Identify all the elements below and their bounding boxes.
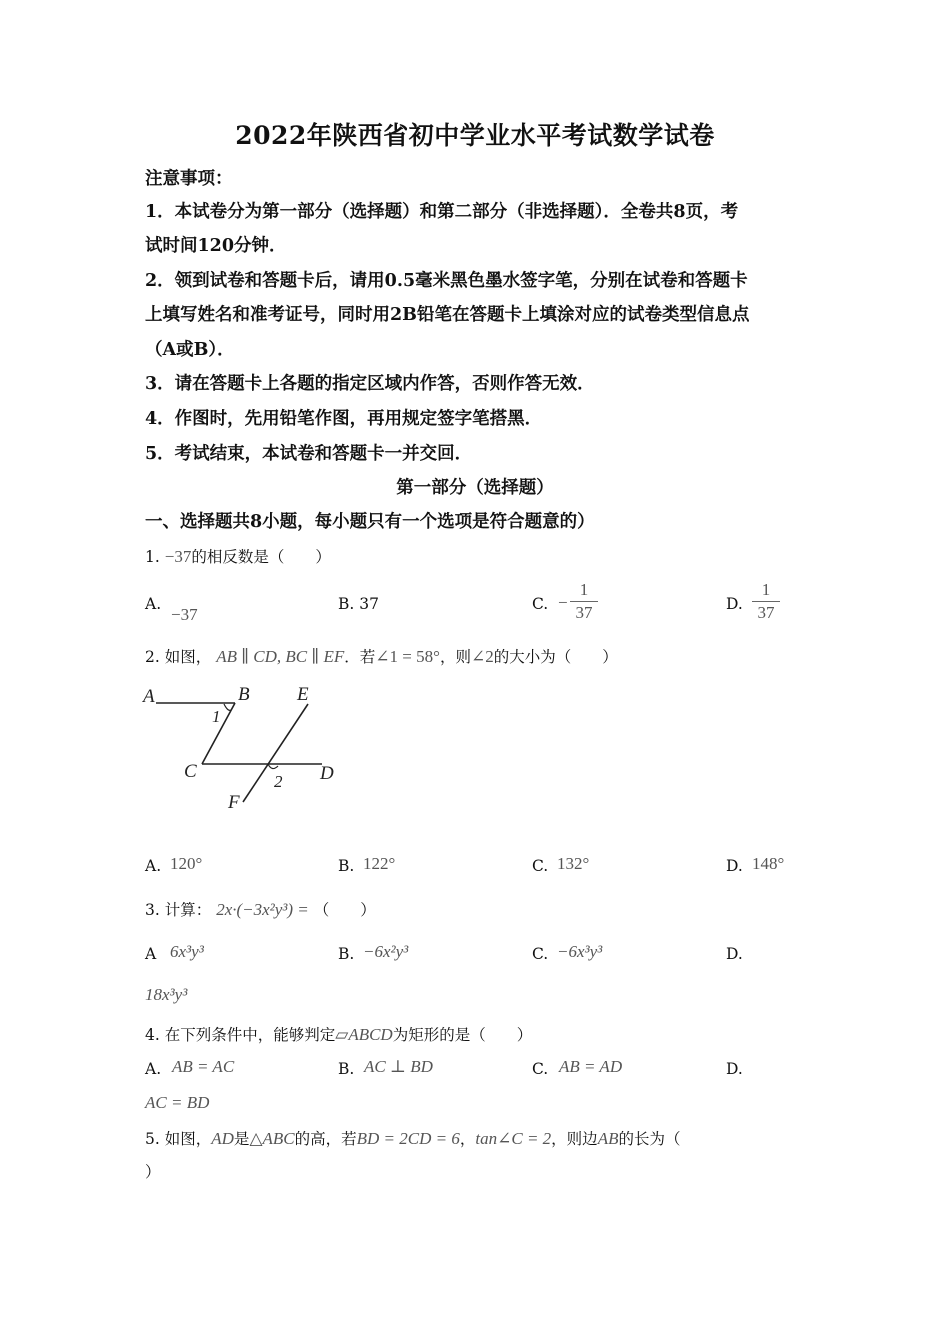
q1-option-c-label: C. xyxy=(532,595,549,613)
q5-expr-ab: AB xyxy=(597,1129,619,1148)
note-4: 4．作图时，先用铅笔作图，再用规定签字笔搭黑． xyxy=(145,409,543,429)
q4-option-c-value: AB = AD xyxy=(559,1057,623,1076)
q3-stem-end: （ ） xyxy=(313,901,376,919)
label-b: B xyxy=(238,684,250,705)
part1-heading: 第一部分（选择题） xyxy=(396,478,554,498)
q5-mid3: ， xyxy=(459,1130,476,1148)
label-a: A xyxy=(143,686,155,707)
q4-number: 4. xyxy=(145,1026,160,1044)
q1-option-d-denominator: 37 xyxy=(757,603,775,622)
q3-pre: 计算： xyxy=(164,901,212,919)
q2-mid2: ，则 xyxy=(439,648,471,666)
q2-angle1: ∠1 = 58° xyxy=(375,647,440,666)
q2-parallel-expr: AB ∥ CD, BC ∥ EF xyxy=(216,647,345,666)
q1-option-c-denominator: 37 xyxy=(575,603,593,622)
q4-option-d-label: D. xyxy=(726,1060,743,1078)
q1-option-c-sign: − xyxy=(558,593,568,612)
q4-pre: 在下列条件中，能够判定 xyxy=(164,1026,336,1044)
q1-option-b xyxy=(338,595,379,613)
note-3: 3．请在答题卡上各题的指定区域内作答，否则作答无效． xyxy=(145,374,595,394)
q3-option-c-label: C. xyxy=(532,945,549,963)
q5-expr-bd: BD = 2CD = 6 xyxy=(356,1129,460,1148)
q4-option-b-value: AC ⊥ BD xyxy=(364,1057,433,1076)
note-5: 5．考试结束，本试卷和答题卡一并交回． xyxy=(145,444,473,464)
q1-option-b-value: 37 xyxy=(359,595,379,613)
q2-option-c-label: C. xyxy=(532,857,549,875)
q3-option-a-value: 6x³y³ xyxy=(170,942,204,961)
note-1-line-2: 试时间120分钟． xyxy=(145,236,287,256)
q4-stem-end: 为矩形的是（ ） xyxy=(392,1026,533,1044)
q3-option-a-label: A xyxy=(145,945,157,963)
q1-stem-text: 的相反数是（ ） xyxy=(191,548,331,566)
q2-option-a-value: 120° xyxy=(170,854,203,873)
q3-number: 3. xyxy=(145,901,160,919)
q2-angle2: ∠2 xyxy=(470,647,494,666)
q2-option-c-value: 132° xyxy=(557,854,590,873)
label-f: F xyxy=(228,792,240,813)
notes-heading: 注意事项： xyxy=(145,169,233,189)
note-1-line-1: 1．本试卷分为第一部分（选择题）和第二部分（非选择题）．全卷共8页，考 xyxy=(145,202,739,222)
q2-number: 2. xyxy=(145,648,160,666)
q2-option-b-label: B. xyxy=(338,857,355,875)
q4-stem xyxy=(145,1023,532,1045)
label-c: C xyxy=(184,761,197,782)
note-2-line-1: 2．领到试卷和答题卡后，请用0.5毫米黑色墨水签字笔，分别在试卷和答题卡 xyxy=(145,271,748,291)
section1-heading: 一、选择题共8小题，每小题只有一个选项是符合题意的） xyxy=(145,512,595,532)
q4-option-c-label: C. xyxy=(532,1060,549,1078)
q2-option-d-value: 148° xyxy=(752,854,785,873)
note-2-line-2: 上填写姓名和准考证号，同时用2B铅笔在答题卡上填涂对应的试卷类型信息点 xyxy=(145,305,750,325)
q3-option-b-label: B. xyxy=(338,945,355,963)
q2-figure xyxy=(140,680,350,815)
q5-expr-ad: AD xyxy=(211,1129,234,1148)
q1-option-a-label: A. xyxy=(145,595,162,613)
label-d: D xyxy=(320,763,334,784)
q1-option-a-value: −37 xyxy=(171,605,198,624)
note-2-line-3: （A或B）． xyxy=(145,340,235,360)
q2-stem xyxy=(145,645,618,667)
fraction-bar xyxy=(570,601,598,602)
q5-stem-end: 的长为（ xyxy=(618,1130,681,1148)
q4-option-a-value: AB = AC xyxy=(172,1057,235,1076)
q1-expr: −37 xyxy=(164,547,192,566)
q1-option-d-fraction xyxy=(752,580,780,623)
fraction-bar xyxy=(752,601,780,602)
q1-option-d-numerator: 1 xyxy=(761,580,771,599)
q5-close-paren: ） xyxy=(145,1163,161,1181)
q3-option-d-label: D. xyxy=(726,945,743,963)
q5-pre: 如图， xyxy=(164,1130,212,1148)
q2-pre: 如图， xyxy=(164,648,212,666)
q3-expr: 2x·(−3x²y³) = xyxy=(216,900,309,919)
q2-option-a-label: A. xyxy=(145,857,162,875)
q1-number: 1. xyxy=(145,548,160,566)
q5-number: 5. xyxy=(145,1130,160,1148)
q5-mid1: 是 xyxy=(233,1130,250,1148)
q4-expr: ▱ABCD xyxy=(335,1025,393,1044)
q5-mid4: ，则边 xyxy=(551,1130,598,1148)
q2-option-d-label: D. xyxy=(726,857,743,875)
q5-mid2: 的高，若 xyxy=(294,1130,357,1148)
q1-option-d-label: D. xyxy=(726,595,743,613)
angle-1-arc xyxy=(224,704,231,710)
q5-expr-tan: tan∠C = 2 xyxy=(475,1129,552,1148)
label-e: E xyxy=(297,684,309,705)
q3-option-b-value: −6x²y³ xyxy=(363,942,409,961)
q1-option-c-numerator: 1 xyxy=(579,580,589,599)
label-1: 1 xyxy=(212,707,221,726)
q3-stem xyxy=(145,898,376,920)
label-2: 2 xyxy=(274,772,283,791)
q5-expr-triangle: △ABC xyxy=(249,1129,295,1148)
q1-option-b-label: B. xyxy=(338,595,355,613)
q3-option-d-value: 18x³y³ xyxy=(145,985,188,1004)
q4-option-a-label: A. xyxy=(145,1060,162,1078)
q5-stem xyxy=(145,1127,680,1149)
q4-option-d-value: AC = BD xyxy=(145,1093,210,1112)
q3-option-c-value: −6x³y³ xyxy=(557,942,603,961)
q4-option-b-label: B. xyxy=(338,1060,355,1078)
q2-stem-end: 的大小为（ ） xyxy=(493,648,618,666)
q2-mid1: ．若 xyxy=(344,648,376,666)
q2-option-b-value: 122° xyxy=(363,854,396,873)
q1-option-c-fraction xyxy=(570,580,598,623)
page-title: 2022年陕西省初中学业水平考试数学试卷 xyxy=(235,121,715,150)
q1-stem xyxy=(145,545,331,567)
